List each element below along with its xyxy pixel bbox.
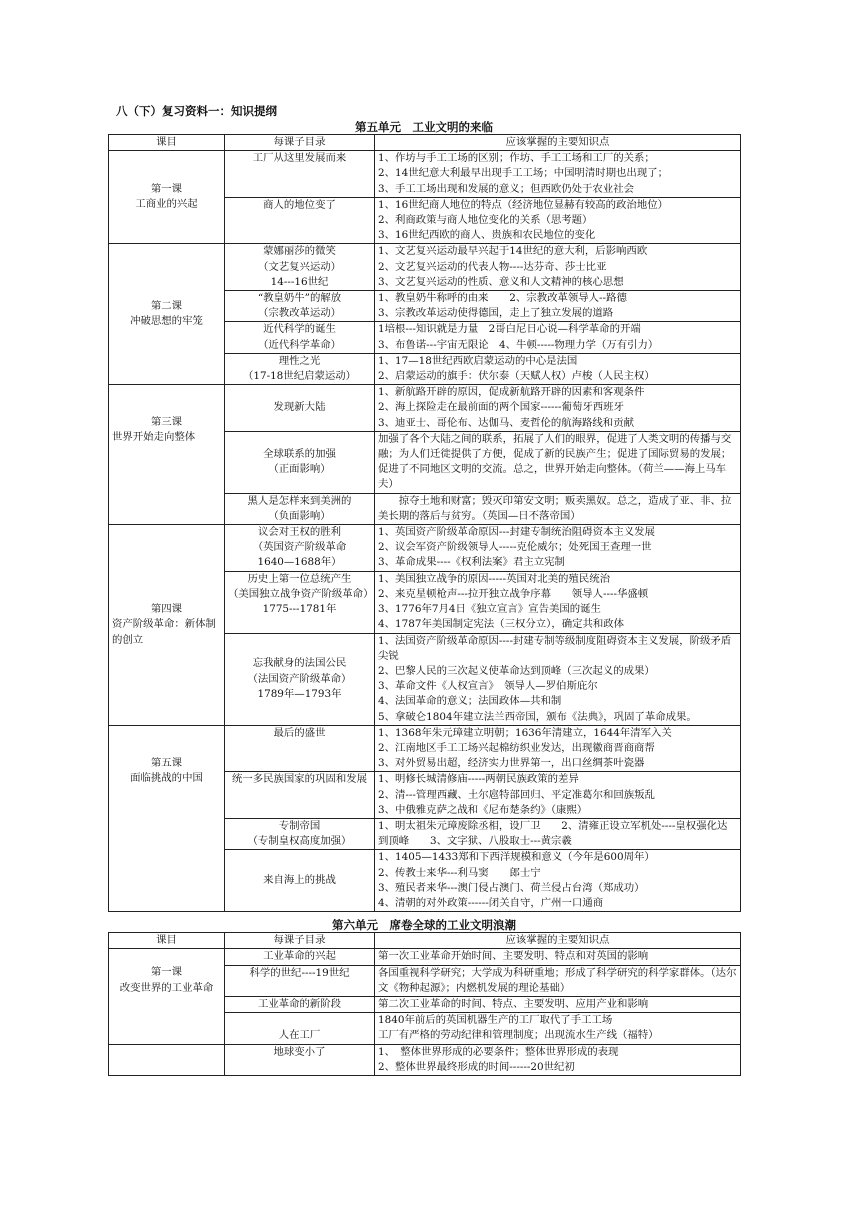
points-cell: 1、美国独立战争的原因-----英国对北美的殖民统治 2、来克星顿枪声---拉开独立战争序幕 领导人----华盛顿 3、1776年7月4日《独立宣言》宣告美国的诞生 4、1787年美国制定宪法（三权分立），确定共和政体	[375, 571, 741, 633]
subtopic-cell: 近代科学的诞生 （近代科学革命）	[225, 322, 375, 353]
lesson-cell: 第一课 改变世界的工业革命	[109, 949, 225, 1044]
subtopic-cell: 理性之光 （17-18世纪启蒙运动）	[225, 353, 375, 384]
header-course: 课目	[109, 933, 225, 949]
lesson-cell: 第五课 面临挑战的中国	[109, 725, 225, 911]
unit6-title: 第六单元 席卷全球的工业文明浪潮	[332, 918, 516, 933]
unit6-header-row	[109, 933, 741, 949]
subtopic-cell: 专制帝国 （专制皇权高度加强）	[225, 818, 375, 849]
unit5-table	[108, 134, 741, 912]
points-cell: 第二次工业革命的时间、特点、主要发明、应用产业和影响	[375, 996, 741, 1012]
subtopic-cell: 商人的地位变了	[225, 197, 375, 244]
unit5-title: 第五单元 工业文明的来临	[355, 120, 493, 134]
points-cell: 第一次工业革命开始时间、主要发明、特点和对英国的影响	[375, 949, 741, 965]
subtopic-cell: 蒙娜丽莎的微笑 （文艺复兴运动） 14---16世纪	[225, 244, 375, 291]
unit5-header-row	[109, 135, 741, 151]
table-row	[109, 525, 741, 572]
points-cell: 加强了各个大陆之间的联系，拓展了人们的眼界，促进了人类文明的传播与交融；为人们迁徙提供了方便，促成了新的民族产生；促进了国际贸易的发展；促进了不同地区文明的交流。总之，世界开始走向整体。（荷兰——海上马车夫）	[375, 431, 741, 493]
subtopic-cell: 议会对王权的胜利 （英国资产阶级革命 1640—1688年）	[225, 525, 375, 572]
table-row	[109, 151, 741, 198]
subtopic-cell: 地球变小了	[225, 1044, 375, 1075]
document-title: 八（下）复习资料一：知识提纲	[116, 104, 277, 118]
points-cell: 1、1368年朱元璋建立明朝；1636年清建立，1644年清军入关 2、江南地区手工工场兴起棉纺织业发达，出现徽商晋商商帮 3、对外贸易出超，经济实力世界第一，出口丝绸茶叶瓷器	[375, 725, 741, 772]
unit6-table	[108, 932, 741, 1076]
subtopic-cell: 工业革命的兴起	[225, 949, 375, 965]
lesson-cell: 第一课 工商业的兴起	[109, 151, 225, 244]
subtopic-cell: 统一多民族国家的巩固和发展	[225, 772, 375, 819]
subtopic-cell: 最后的盛世	[225, 725, 375, 772]
points-cell: 1培根---知识就是力量 2哥白尼日心说—科学革命的开端 3、布鲁诺---宇宙无限论 4、牛顿-----物理力学（万有引力）	[375, 322, 741, 353]
header-course: 课目	[109, 135, 225, 151]
subtopic-cell: 科学的世纪----19世纪	[225, 965, 375, 996]
lesson-cell: 第三课 世界开始走向整体	[109, 385, 225, 525]
points-cell: 1、英国资产阶级革命原因---封建专制统治阻碍资本主义发展 2、议会军资产阶级领导人-----克伦威尔；处死国王查理一世 3、革命成果----《权利法案》君主立宪制	[375, 525, 741, 572]
subtopic-cell: 忘我献身的法国公民 （法国资产阶级革命） 1789年—1793年	[225, 633, 375, 725]
subtopic-cell: 工厂从这里发展而来	[225, 151, 375, 198]
table-row	[109, 1044, 741, 1075]
points-cell: 1840年前后的英国机器生产的工厂取代了手工工场 工厂有严格的劳动纪律和管理制度；出现流水生产线（福特）	[375, 1013, 741, 1044]
header-key-points: 应该掌握的主要知识点	[375, 135, 741, 151]
points-cell: 1、 整体世界形成的必要条件；整体世界形成的表现 2、整体世界最终形成的时间------20世纪初	[375, 1044, 741, 1075]
lesson-cell	[109, 1044, 225, 1075]
subtopic-cell: 工业革命的新阶段	[225, 996, 375, 1012]
subtopic-cell: “教皇奶牛”的解放 （宗教改革运动）	[225, 291, 375, 322]
subtopic-cell: 来自海上的挑战	[225, 850, 375, 912]
points-cell: 1、16世纪商人地位的特点（经济地位显赫有较高的政治地位） 2、利商政策与商人地位变化的关系（思考题） 3、16世纪西欧的商人、贵族和农民地位的变化	[375, 197, 741, 244]
subtopic-cell: 发现新大陆	[225, 385, 375, 432]
document	[108, 103, 740, 1076]
subtopic-cell: 黑人是怎样来到美洲的 （负面影响）	[225, 493, 375, 524]
points-cell: 掠夺土地和财富；毁灭印第安文明；贩卖黑奴。总之，造成了亚、非、拉美长期的落后与贫穷。（英国—日不落帝国）	[375, 493, 741, 524]
subtopic-cell: 人在工厂	[225, 1013, 375, 1044]
header-key-points: 应该掌握的主要知识点	[375, 933, 741, 949]
table-row	[109, 244, 741, 291]
points-cell: 1、1405—1433郑和下西洋规模和意义（今年是600周年） 2、传教士来华---利马窦 郎士宁 3、殖民者来华---澳门侵占澳门、荷兰侵占台湾（郑成功） 4、清朝的对外政策------闭关自守，广州一口通商	[375, 850, 741, 912]
header-subtopics: 每课子目录	[225, 933, 375, 949]
points-cell: 1、文艺复兴运动最早兴起于14世纪的意大利，后影响西欧 2、文艺复兴运动的代表人物----达芬奇、莎士比亚 3、文艺复兴运动的性质、意义和人文精神的核心思想	[375, 244, 741, 291]
subtopic-cell: 历史上第一位总统产生 （美国独立战争资产阶级革命） 1775---1781年	[225, 571, 375, 633]
points-cell: 1、明修长城清修庙-----两朝民族政策的差异 2、清---管理西藏、土尔扈特部回归、平定准葛尔和回族叛乱 3、中俄雅克萨之战和《尼布楚条约》（康熙）	[375, 772, 741, 819]
points-cell: 各国重视科学研究；大学成为科研重地；形成了科学研究的科学家群体。（达尔文《物种起源》；内燃机发展的理论基础）	[375, 965, 741, 996]
subtopic-cell: 全球联系的加强 （正面影响）	[225, 431, 375, 493]
points-cell: 1、新航路开辟的原因，促成新航路开辟的因素和客观条件 2、海上探险走在最前面的两个国家------葡萄牙西班牙 3、迪亚士、哥伦布、达伽马、麦哲伦的航海路线和贡献	[375, 385, 741, 432]
points-cell: 1、作坊与手工工场的区别；作坊、手工工场和工厂的关系； 2、14世纪意大利最早出现手工工场；中国明清时期也出现了； 3、手工工场出现和发展的意义；但西欧仍处于农业社会	[375, 151, 741, 198]
points-cell: 1、17—18世纪西欧启蒙运动的中心是法国 2、启蒙运动的旗手：伏尔泰（天赋人权）卢梭（人民主权）	[375, 353, 741, 384]
table-row	[109, 949, 741, 965]
lesson-cell: 第四课 资产阶级革命：新体制的创立	[109, 525, 225, 726]
points-cell: 1、明太祖朱元璋废除丞相，设厂卫 2、清雍正设立军机处----皇权强化达到顶峰 3、文字狱、八股取士---黄宗羲	[375, 818, 741, 849]
points-cell: 1、法国资产阶级革命原因----封建专制等级制度阻碍资本主义发展，阶级矛盾尖锐 2、巴黎人民的三次起义使革命达到顶峰（三次起义的成果） 3、革命文件《人权宣言》 领导人—罗伯斯庇尔 4、法国革命的意义；法国政体—共和制 5、拿破仑1804年建立法兰西帝国，颁布《法典》，巩固了革命成果。	[375, 633, 741, 725]
table-row	[109, 385, 741, 432]
lesson-cell: 第二课 冲破思想的牢笼	[109, 244, 225, 385]
header-subtopics: 每课子目录	[225, 135, 375, 151]
table-row	[109, 725, 741, 772]
points-cell: 1、教皇奶牛称呼的由来 2、宗教改革领导人--路德 3、宗教改革运动使得德国，走上了独立发展的道路	[375, 291, 741, 322]
